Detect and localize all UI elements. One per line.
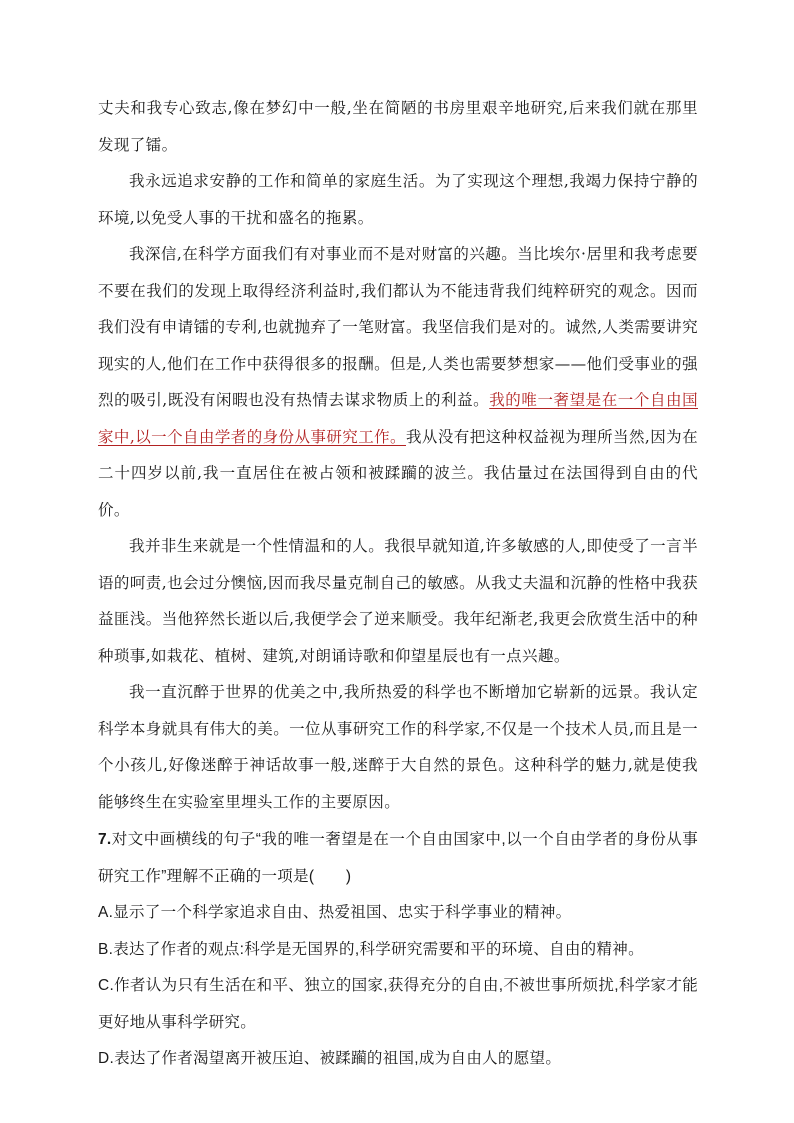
option-text: 表达了作者渴望离开被压迫、被蹂躏的祖国,成为自由人的愿望。 [114,1050,562,1067]
option-letter: C. [98,977,115,994]
passage-paragraph-5: 我一直沉醉于世界的优美之中,我所热爱的科学也不断增加它崭新的远景。我认定科学本身就具有伟大的美。一位从事研究工作的科学家,不仅是一个技术人员,而且是一个小孩儿,好像迷醉于神话故事一般,迷醉于大自然的景色。这种科学的魅力,就是使我能够终生在实验室里埋头工作的主要原因。 [98,683,698,811]
document-page [98,90,698,1078]
passage-paragraph-3 [98,236,698,528]
passage-paragraph-2: 我永远追求安静的工作和简单的家庭生活。为了实现这个理想,我竭力保持宁静的环境,以免受人事的干扰和盛名的拖累。 [98,172,698,227]
option-c[interactable] [98,968,698,1041]
question-number: 7. [98,831,112,848]
option-letter: B. [98,940,114,958]
passage-paragraph-4: 我并非生来就是一个性情温和的人。我很早就知道,许多敏感的人,即使受了一言半语的呵责,也会过分懊恼,因而我尽量克制自己的敏感。从我丈夫温和沉静的性格中我获益匪浅。当他猝然长逝以后,我便学会了逆来顺受。我年纪渐老,我更会欣赏生活中的种种琐事,如栽花、植树、建筑,对朗诵诗歌和仰望星辰也有一点兴趣。 [98,537,698,665]
option-text: 显示了一个科学家追求自由、热爱祖国、忠实于科学事业的精神。 [113,904,572,921]
option-d[interactable] [98,1041,698,1078]
question-7 [98,822,698,1078]
paragraph-3-text-before: 我深信,在科学方面我们有对事业而不是对财富的兴趣。当比埃尔·居里和我考虑要不要在我们的发现上取得经济利益时,我们都认为不能违背我们纯粹研究的观念。因而我们没有申请镭的专利,也就抛弃了一笔财富。我坚信我们是对的。诚然,人类需要讲究现实的人,他们在工作中获得很多的报酬。但是,人类也需要梦想家——他们受事业的强烈的吸引,既没有闲暇也没有热情去谋求物质上的利益。 [98,245,698,409]
option-b[interactable] [98,932,698,969]
passage-paragraph-1: 丈夫和我专心致志,像在梦幻中一般,坐在简陋的书房里艰辛地研究,后来我们就在那里发现了镭。 [98,99,698,154]
option-letter: D. [98,1050,115,1067]
question-stem [98,822,698,895]
underlined-sentence: 我的唯一奢望是在一个自由国家中,以一个自由学者的身份从事研究工作。 [98,391,698,446]
question-stem-text: 对文中画横线的句子“我的唯一奢望是在一个自由国家中,以一个自由学者的身份从事研究工作”理解不正确的一项是( ) [98,831,698,885]
option-text: 表达了作者的观点:科学是无国界的,科学研究需要和平的环境、自由的精神。 [113,940,644,958]
option-a[interactable] [98,895,698,932]
option-letter: A. [98,904,114,921]
reading-passage [98,90,698,820]
option-text: 作者认为只有生活在和平、独立的国家,获得充分的自由,不被世事所烦扰,科学家才能更好地从事科学研究。 [98,977,698,1031]
paragraph-3-text-after: 我从没有把这种权益视为理所当然,因为在二十四岁以前,我一直居住在被占领和被蹂躏的波兰。我估量过在法国得到自由的代价。 [98,427,699,519]
